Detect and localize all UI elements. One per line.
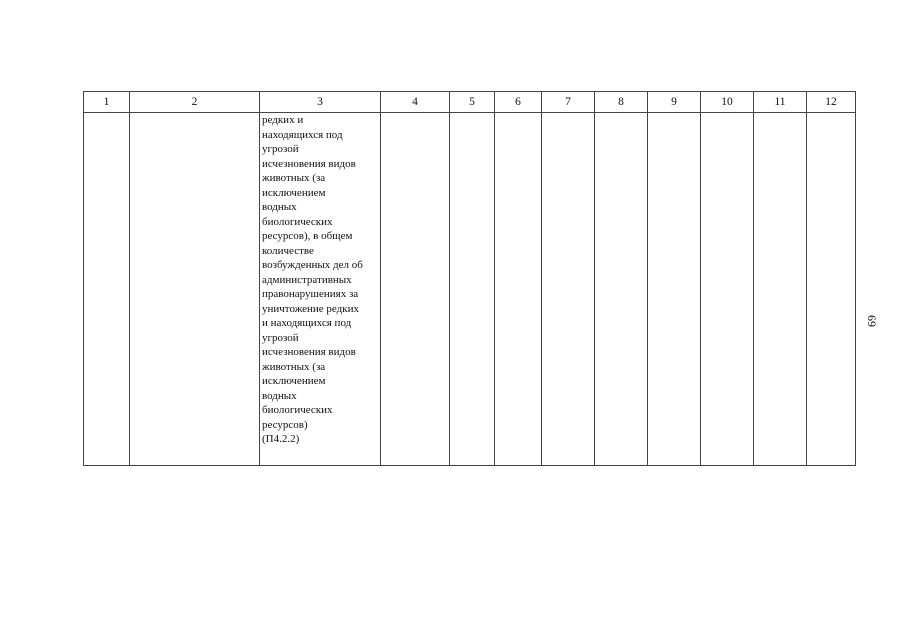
column-header-11: 11: [754, 92, 807, 113]
column-header-2: 2: [130, 92, 260, 113]
table-row: [84, 113, 856, 466]
table-cell-col-6: [495, 113, 542, 466]
page-number: 69: [865, 315, 879, 327]
table-cell-col-7: [542, 113, 595, 466]
column-header-9: 9: [648, 92, 701, 113]
column-header-12: 12: [807, 92, 856, 113]
column-header-4: 4: [381, 92, 450, 113]
table-cell-col-2: [130, 113, 260, 466]
table-cell-col-10: [701, 113, 754, 466]
column-header-8: 8: [595, 92, 648, 113]
column-header-10: 10: [701, 92, 754, 113]
table-header-row: [84, 92, 856, 113]
column-header-6: 6: [495, 92, 542, 113]
table-cell-col-3: [260, 113, 381, 466]
table-cell-col-8: [595, 113, 648, 466]
table-cell-col-12: [807, 113, 856, 466]
column-header-1: 1: [84, 92, 130, 113]
indicator-description-text: редких и находящихся под угрозой исчезновения видов животных (за исключением водных биологических ресурсов), в общем количестве возбужденных дел об административных правонарушениях за уничтожение редких и находящихся под угрозой исчезновения видов животных (за исключением водных биологических ресурсов) (П4.2.2): [262, 114, 363, 445]
table-cell-col-4: [381, 113, 450, 466]
column-header-7: 7: [542, 92, 595, 113]
column-header-5: 5: [450, 92, 495, 113]
data-table: [83, 91, 856, 466]
table-cell-col-1: [84, 113, 130, 466]
column-header-3: 3: [260, 92, 381, 113]
table-cell-col-5: [450, 113, 495, 466]
table-cell-col-9: [648, 113, 701, 466]
table-cell-col-11: [754, 113, 807, 466]
